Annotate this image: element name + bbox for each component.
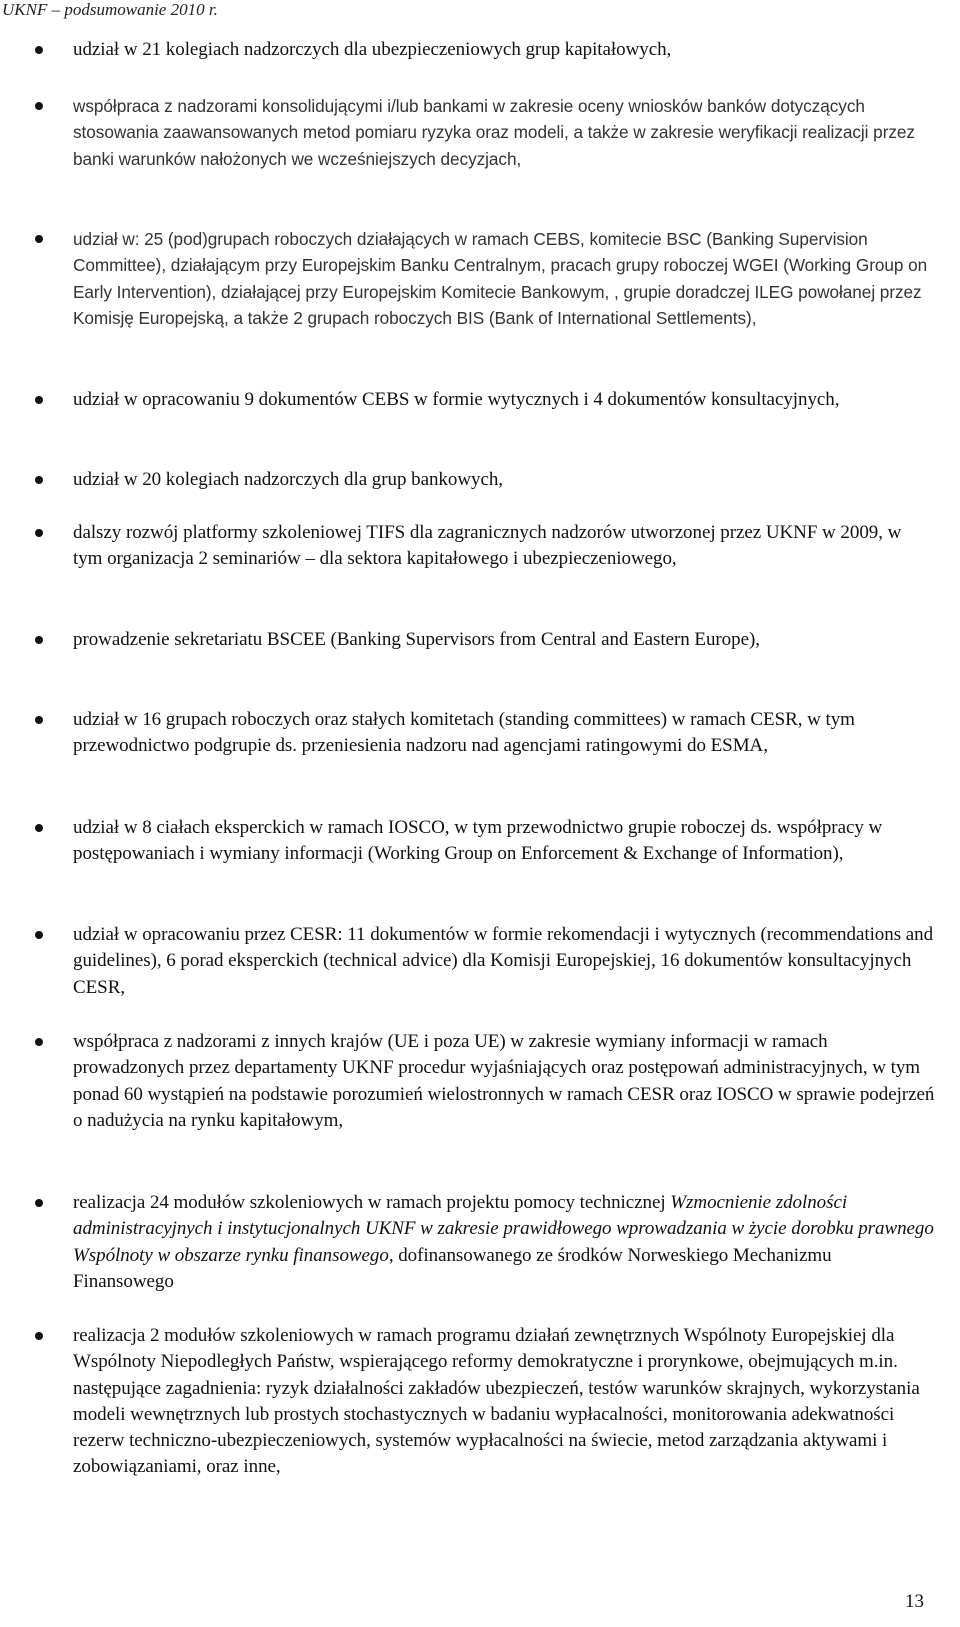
list-item	[73, 387, 935, 413]
bullet-icon	[35, 1199, 43, 1207]
list-item	[73, 520, 935, 573]
bullet-icon	[35, 529, 43, 537]
list-item-text: udział w opracowaniu przez CESR: 11 dokumentów w formie rekomendacji i wytycznych (recommendations and guidelines), 6 porad eksperckich (technical advice) dla Komisji Europejskiej, 16 dokumentów konsultacyjnych CESR,	[73, 924, 934, 998]
list-item	[73, 707, 935, 760]
list-item-text: realizacja 24 modułów szkoleniowych w ramach projektu pomocy technicznej	[73, 1192, 671, 1213]
list-item-text: udział w 16 grupach roboczych oraz stałych komitetach (standing committees) w ramach CESR, w tym przewodnictwo podgrupie ds. przeniesienia nadzoru nad agencjami ratingowymi do ESMA,	[73, 709, 855, 757]
running-header: UKNF – podsumowanie 2010 r.	[2, 0, 218, 19]
bullet-icon	[35, 235, 43, 243]
bullet-icon	[35, 476, 43, 484]
list-item-text: współpraca z nadzorami z innych krajów (UE i poza UE) w zakresie wymiany informacji w ramach prowadzonych przez departamenty UKNF procedur wyjaśniających oraz postępowań administracyjnych, w tym ponad 60 wystąpień na podstawie porozumień wielostronnych w ramach CESR oraz IOSCO w sprawie podejrzeń o nadużycia na rynku kapitałowym,	[73, 1031, 935, 1131]
list-item-text: udział w 8 ciałach eksperckich w ramach IOSCO, w tym przewodnictwo grupie roboczej ds. współpracy w postępowaniach i wymiany informacji (Working Group on Enforcement & Exchange of Information),	[73, 817, 883, 865]
list-item	[73, 1323, 935, 1481]
list-item-text: współpraca z nadzorami konsolidującymi i/lub bankami w zakresie oceny wniosków banków dotyczących stosowania zaawansowanych metod pomiaru ryzyka oraz modeli, a także w zakresie weryfikacji realizacji przez banki warunków nałożonych we wcześniejszych decyzjach,	[73, 96, 915, 169]
page-number: 13	[905, 1591, 924, 1612]
list-item-text: udział w: 25 (pod)grupach roboczych działających w ramach CEBS, komitecie BSC (Banking Supervision Committee), działającym przy Europejskim Banku Centralnym, pracach grupy roboczej WGEI (Working Group on Early Intervention), działającej przy Europejskim Komitecie Bankowym, , grupie doradczej ILEG powołanej przez Komisję Europejską, a także 2 grupach roboczych BIS (Bank of International Settlements),	[73, 229, 928, 328]
bullet-icon	[35, 716, 43, 724]
list-item	[73, 93, 935, 172]
bullet-icon	[35, 396, 43, 404]
list-item	[73, 815, 935, 868]
list-item-text: prowadzenie sekretariatu BSCEE (Banking Supervisors from Central and Eastern Europe),	[73, 629, 760, 650]
list-item-text: udział w opracowaniu 9 dokumentów CEBS w formie wytycznych i 4 dokumentów konsultacyjnych,	[73, 389, 840, 410]
list-item	[73, 627, 935, 653]
list-item	[73, 226, 935, 331]
list-item	[73, 467, 935, 493]
bullet-icon	[35, 46, 43, 54]
bullet-icon	[35, 824, 43, 832]
list-item-text: udział w 20 kolegiach nadzorczych dla grup bankowych,	[73, 469, 503, 490]
list-item	[73, 922, 935, 1001]
list-item-text-end: , dofinansowanego ze środków Norweskiego Mechanizmu Finansowego	[73, 1244, 832, 1292]
list-item-text: realizacja 2 modułów szkoleniowych w ramach programu działań zewnętrznych Wspólnoty Europejskiej dla Wspólnoty Niepodległych Państw, wspierającego reformy demokratyczne i prorynkowe, obejmujących m.in. następujące zagadnienia: ryzyk działalności zakładów ubezpieczeń, testów warunków skrajnych, wykorzystania modeli wewnętrznych lub prostych stochastycznych w badaniu wypłacalności, monitorowania adekwatności rezerw techniczno-ubezpieczeniowych, systemów wypłacalności na świecie, metod zarządzania aktywami i zobowiązaniami, oraz inne,	[73, 1325, 920, 1478]
list-item	[73, 1190, 935, 1295]
bullet-icon	[35, 1332, 43, 1340]
bullet-icon	[35, 931, 43, 939]
bullet-icon	[35, 1038, 43, 1046]
bullet-icon	[35, 102, 43, 110]
list-item-text: dalszy rozwój platformy szkoleniowej TIFS dla zagranicznych nadzorów utworzonej przez UKNF w 2009, w tym organizacja 2 seminariów – dla sektora kapitałowego i ubezpieczeniowego,	[73, 522, 902, 570]
bullet-icon	[35, 636, 43, 644]
list-item	[73, 1029, 935, 1134]
project-title: Wzmocnienie zdolności administracyjnych i instytucjonalnych UKNF w zakresie prawidłowego wprowadzania w życie dorobku prawnego Wspólnoty w obszarze rynku finansowego	[73, 1192, 934, 1266]
list-item-text: udział w 21 kolegiach nadzorczych dla ubezpieczeniowych grup kapitałowych,	[73, 39, 672, 60]
list-item	[73, 37, 935, 63]
